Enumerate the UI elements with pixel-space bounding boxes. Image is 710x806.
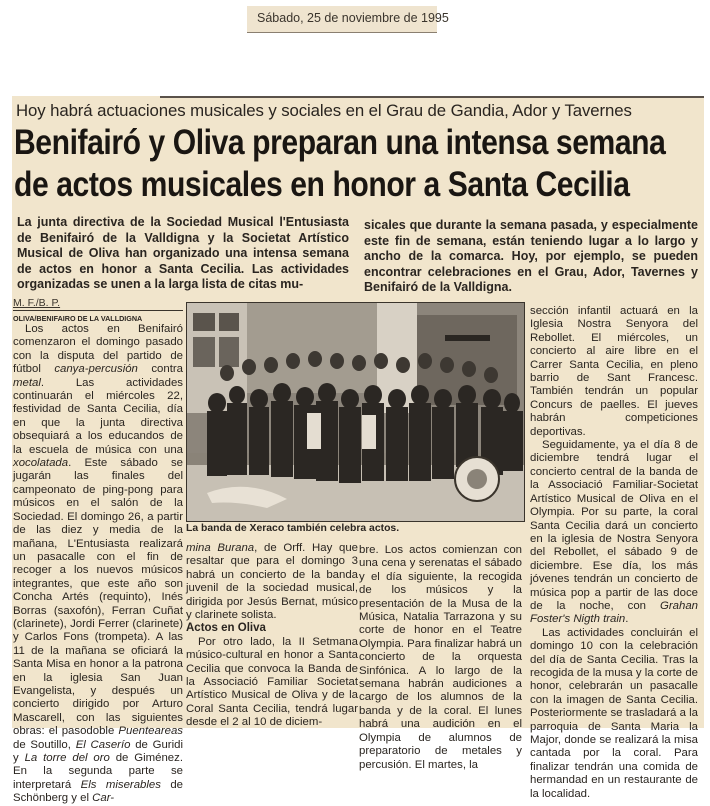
top-rule xyxy=(160,96,704,98)
headline xyxy=(14,122,665,206)
column-4 xyxy=(530,305,698,801)
paragraph: Los actos en Benifairó comenzaron el domingo pasado con la disputa del partido de fútbol canya-percusión contra metal. Las actividades continuarán el miércoles 22, festividad de Santa Cecilia, día en que la junta directiva obsequiará a los educandos de la escuela de música con una xocolatada. Este sábado se jugarán las finales del campeonato de ping-pong para músicos en el salón de la Sociedad. El domingo 26, a partir de las diez y media de la mañana, L'Entusiasta realizará un pasacalle con el fin de recoger a los nuevos músicos integrantes, que este año son Concha Artés (requinto), Inés Borras (saxofón), Ferran Cuñat (clarinete), Jordi Ferrer (clarinete) y Carlos Fons (trompeta). A las 11 de la mañana se oficiará la Santa Misa en honor a la patrona en la iglesia San Juan Evangelista, y después un concierto dirigido por Arturo Mascarell, con las siguientes obras: el pasodoble Puenteareas de Soutillo, El Caserío de Guridi y La torre del oro de Giménez. En la segunda parte se interpretará Els miserables de Schönberg y el Car- xyxy=(13,323,183,805)
subheading-actos-en-oliva: Actos en Oliva xyxy=(186,622,266,635)
headline-line-1: Benifairó y Oliva preparan una intensa semana xyxy=(14,123,666,162)
dateline-place: OLIVA/BENIFAIRO DE LA VALLDIGNA xyxy=(13,314,143,323)
caption-rule xyxy=(186,521,523,522)
lead-left: La junta directiva de la Sociedad Musical l'Entusiasta de Benifairó de la Valldigna y la Societat Artístico Musical de Oliva han organizado una intensa semana de actos en honor a Santa Cecilia. Las actividades organizadas se unen a la larga lista de citas mu- xyxy=(17,215,349,291)
band-photo-image xyxy=(187,303,524,521)
paragraph: Seguidamente, ya el día 8 de diciembre tendrá lugar el concierto central de la banda de la Associació Familiar-Societat Artístico Musical de Oliva en el Olympia. Por su parte, la coral Santa Cecilia dará un concierto en la iglesia de Nostra Senyora del Rebollet, el sábado 9 de diciembre. Ese día, los más jóvenes tendrán un concierto de música pop a partir de las doce de la noche, con Grahan Foster's Nigth train. xyxy=(530,439,698,626)
paragraph: Por otro lado, la II Setmana músico-cultural en honor a Santa Cecilia que convoca la Banda de la Associació Familiar Societat Artístico Musical de Oliva y de la Coral Santa Cecilia, tendrá lugar desde el 2 al 10 de diciem- xyxy=(186,635,358,729)
headline-line-2: de actos musicales en honor a Santa Cecilia xyxy=(14,165,630,204)
byline-rule xyxy=(13,310,183,311)
byline: M. F./B. P. xyxy=(13,297,61,309)
photo-caption: La banda de Xeraco también celebra actos. xyxy=(186,523,400,534)
paragraph: sección infantil actuará en la Iglesia Nostra Senyora del Rebollet. El miércoles, un concierto al aire libre en el Carrer Santa Cecilia, en pleno barrio de Sant Francesc. También tendrán un popular Concurs de paelles. El jueves habrán competiciones deportivas. xyxy=(530,305,698,438)
band-photo xyxy=(186,302,525,522)
paragraph: mina Burana, de Orff. Hay que resaltar que para el domingo 3 habrá un concierto de la banda juvenil de la sociedad musical, dirigida por Jesús Bernat, músico y clarinete solista. xyxy=(186,542,358,622)
lead-right: sicales que durante la semana pasada, y especialmente este fin de semana, están teniendo lugar a lo largo y ancho de la comarca. Hoy, por ejemplo, se pueden encontrar celebraciones en el Grau, Ador, Tavernes y Benifairó de la Valldigna. xyxy=(364,218,698,294)
paragraph: bre. Los actos comienzan con una cena y serenatas el sábado y el día siguiente, la recogida de los músicos y la presentación de la Musa de la Música, Natalia Tarrazona y su corte de honor en el Teatre Olympia. Para finalizar habrá un concierto de la orquesta Sinfónica. A lo largo de la semana habrán audiciones a cargo de los alumnos de la banda y de la coral. El lunes habrá una audición en el Olympia de alumnos de preparatorio de metales y percusión. El martes, la xyxy=(359,544,522,771)
date-text: Sábado, 25 de noviembre de 1995 xyxy=(257,11,449,25)
paragraph: Las actividades concluirán el domingo 10 con la celebración del día de Santa Cecilia. Tras la recogida de la musa y la corte de honor, celebrarán un pasacalle con la imagen de Santa Cecilia. Posteriormente se trasladará a la parroquia de Santa Maria la Major, donde se realizará la misa cantada por la coral. Para finalizar tendrán una comida de hermandad en un restaurante de la localidad. xyxy=(530,626,698,800)
kicker: Hoy habrá actuaciones musicales y sociales en el Grau de Gandia, Ador y Tavernes xyxy=(16,101,632,120)
date-slip xyxy=(247,6,449,33)
column-1 xyxy=(13,323,183,806)
column-2 xyxy=(186,542,358,730)
